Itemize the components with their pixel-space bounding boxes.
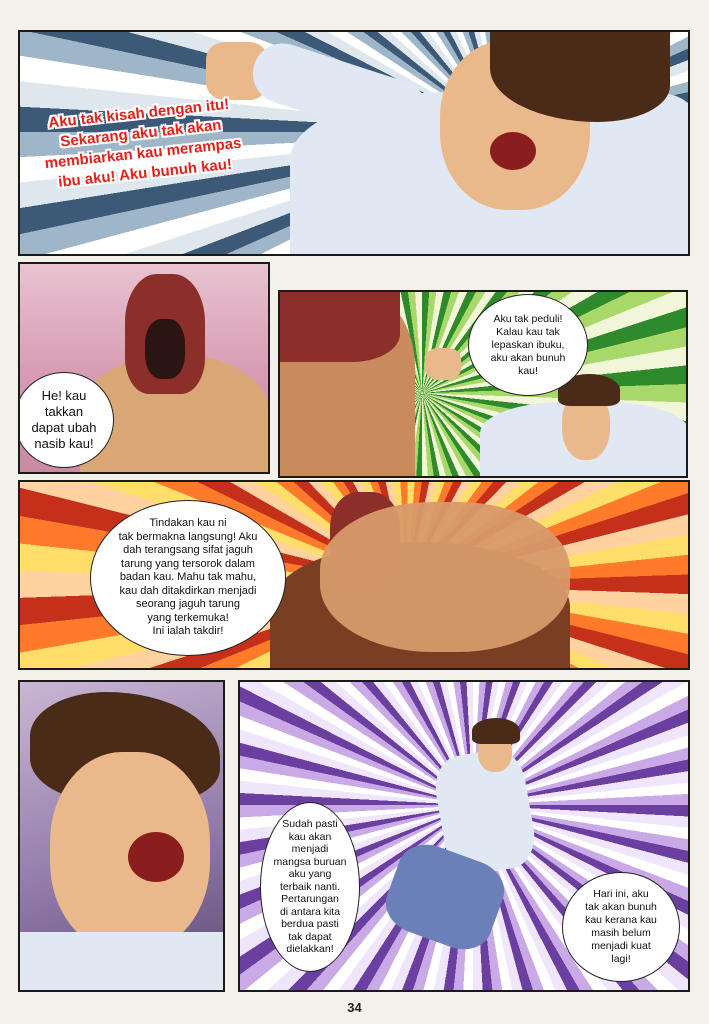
villain-hand	[320, 502, 570, 652]
hero-mouth-closeup	[128, 832, 184, 882]
hero-collar	[20, 932, 225, 992]
hero-jumping-hair	[472, 718, 520, 744]
villain-helmet	[280, 292, 400, 362]
hero-mouth	[490, 132, 536, 170]
villain-face-shadow	[145, 319, 185, 379]
speech-bubble-villain-long: Tindakan kau ni tak bermakna langsung! Aku dah terangsang sifat jaguh tarung yang tersorok dalam badan kau. Mahu tak mahu, kau dah ditakdirkan menjadi seorang jaguh tarung yang terkemuka! Ini ialah takdir!	[90, 500, 286, 656]
page-number: 34	[347, 1000, 362, 1015]
panel-4	[18, 480, 690, 670]
speech-bubble-villain: He! kau takkan dapat ubah nasib kau!	[18, 372, 114, 468]
speech-bubble-left: Sudah pasti kau akan menjadi mangsa buruan aku yang terbaik nanti. Pertarungan di antara kita berdua pasti tak dapat dielakkan!	[260, 802, 360, 972]
panel-5	[18, 680, 225, 992]
speech-bubble-hero: Aku tak peduli! Kalau kau tak lepaskan ibuku, aku akan bunuh kau!	[468, 294, 588, 396]
panel-6	[238, 680, 690, 992]
hero-fist-small	[425, 348, 461, 380]
shout-text: Aku tak kisah dengan itu! Sekarang aku tak akan membiarkan kau merampas ibu aku! Aku bunuh kau!	[43, 95, 243, 191]
panel-2	[18, 262, 270, 474]
panel-3	[278, 290, 688, 478]
speech-bubble-right: Hari ini, aku tak akan bunuh kau kerana kau masih belum menjadi kuat lagi!	[562, 872, 680, 982]
panel-1	[18, 30, 690, 256]
